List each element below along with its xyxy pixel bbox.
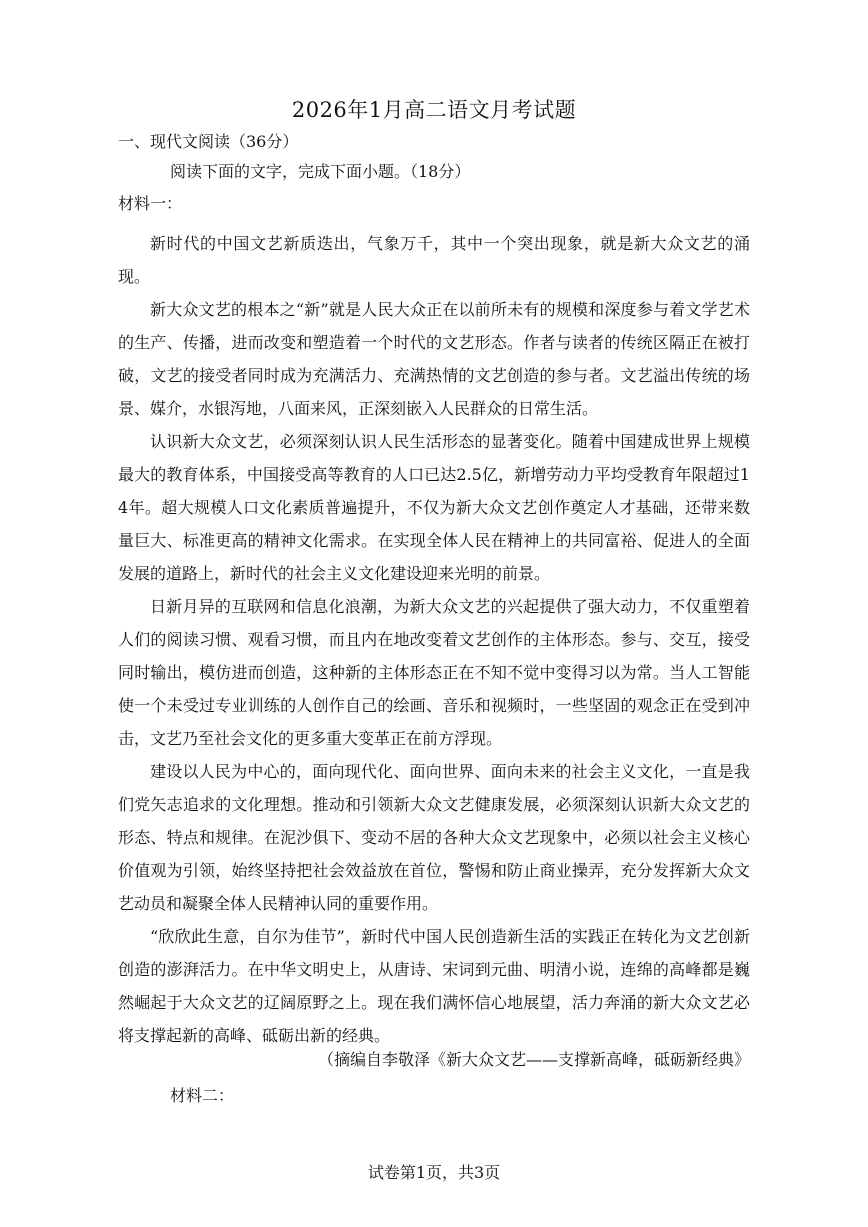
paragraph: 建设以人民为中心的，面向现代化、面向世界、面向未来的社会主义文化，一直是我们党矢志追求的文化理想。推动和引领新大众文艺健康发展，必须深刻认识新大众文艺的形态、特点和规律。在泥沙俱下、变动不居的各种大众文艺现象中，必须以社会主义核心价值观为引领，始终坚持把社会效益放在首位，警惕和防止商业操弄，充分发挥新大众文艺动员和凝聚全体人民精神认同的重要作用。	[118, 762, 750, 913]
exam-title: 2026年1月高二语文月考试题	[291, 98, 577, 122]
paragraph: “欣欣此生意，自尔为佳节”，新时代中国人民创造新生活的实践正在转化为文艺创新创造的澎湃活力。在中华文明史上，从唐诗、宋词到元曲、明清小说，连绵的高峰都是巍然崛起于大众文艺的辽阔原野之上。现在我们满怀信心地展望，活力奔涌的新大众文艺必将支撑起新的高峰、砥砺出新的经典。	[118, 927, 750, 1045]
paragraph: 新时代的中国文艺新质迭出，气象万千，其中一个突出现象，就是新大众文艺的涌现。	[118, 234, 750, 286]
paragraph: 新大众文艺的根本之“新”就是人民大众正在以前所未有的规模和深度参与着文学艺术的生产、传播，进而改变和塑造着一个时代的文艺形态。作者与读者的传统区隔正在被打破，文艺的接受者同时成为充满活力、充满热情的文艺创造的参与者。文艺溢出传统的场景、媒介，水银泻地，八面来风，正深刻嵌入人民群众的日常生活。	[118, 300, 750, 418]
material-one-label: 材料一：	[118, 194, 183, 213]
material-two-label: 材料二：	[170, 1086, 235, 1105]
section-heading: 一、现代文阅读（36分）	[118, 132, 299, 151]
page-footer: 试卷第1页，共3页	[367, 1163, 501, 1182]
source-citation: （摘编自李敬泽《新大众文艺——支撑新高峰，砥砺新经典》	[318, 1050, 751, 1069]
paragraph: 认识新大众文艺，必须深刻认识人民生活形态的显著变化。随着中国建成世界上规模最大的教育体系，中国接受高等教育的人口已达2.5亿，新增劳动力平均受教育年限超过14年。超大规模人口文化素质普遍提升，不仅为新大众文艺创作奠定人才基础，还带来数量巨大、标准更高的精神文化需求。在实现全体人民在精神上的共同富裕、促进人的全面发展的道路上，新时代的社会主义文化建设迎来光明的前景。	[118, 432, 750, 583]
reading-instruction: 阅读下面的文字，完成下面小题。（18分）	[170, 162, 471, 181]
paragraph: 日新月异的互联网和信息化浪潮，为新大众文艺的兴起提供了强大动力，不仅重塑着人们的阅读习惯、观看习惯，而且内在地改变着文艺创作的主体形态。参与、交互，接受同时输出，模仿进而创造，这种新的主体形态正在不知不觉中变得习以为常。当人工智能使一个未受过专业训练的人创作自己的绘画、音乐和视频时，一些坚固的观念正在受到冲击，文艺乃至社会文化的更多重大变革正在前方浮现。	[118, 597, 750, 748]
material-one-body	[118, 227, 750, 1052]
